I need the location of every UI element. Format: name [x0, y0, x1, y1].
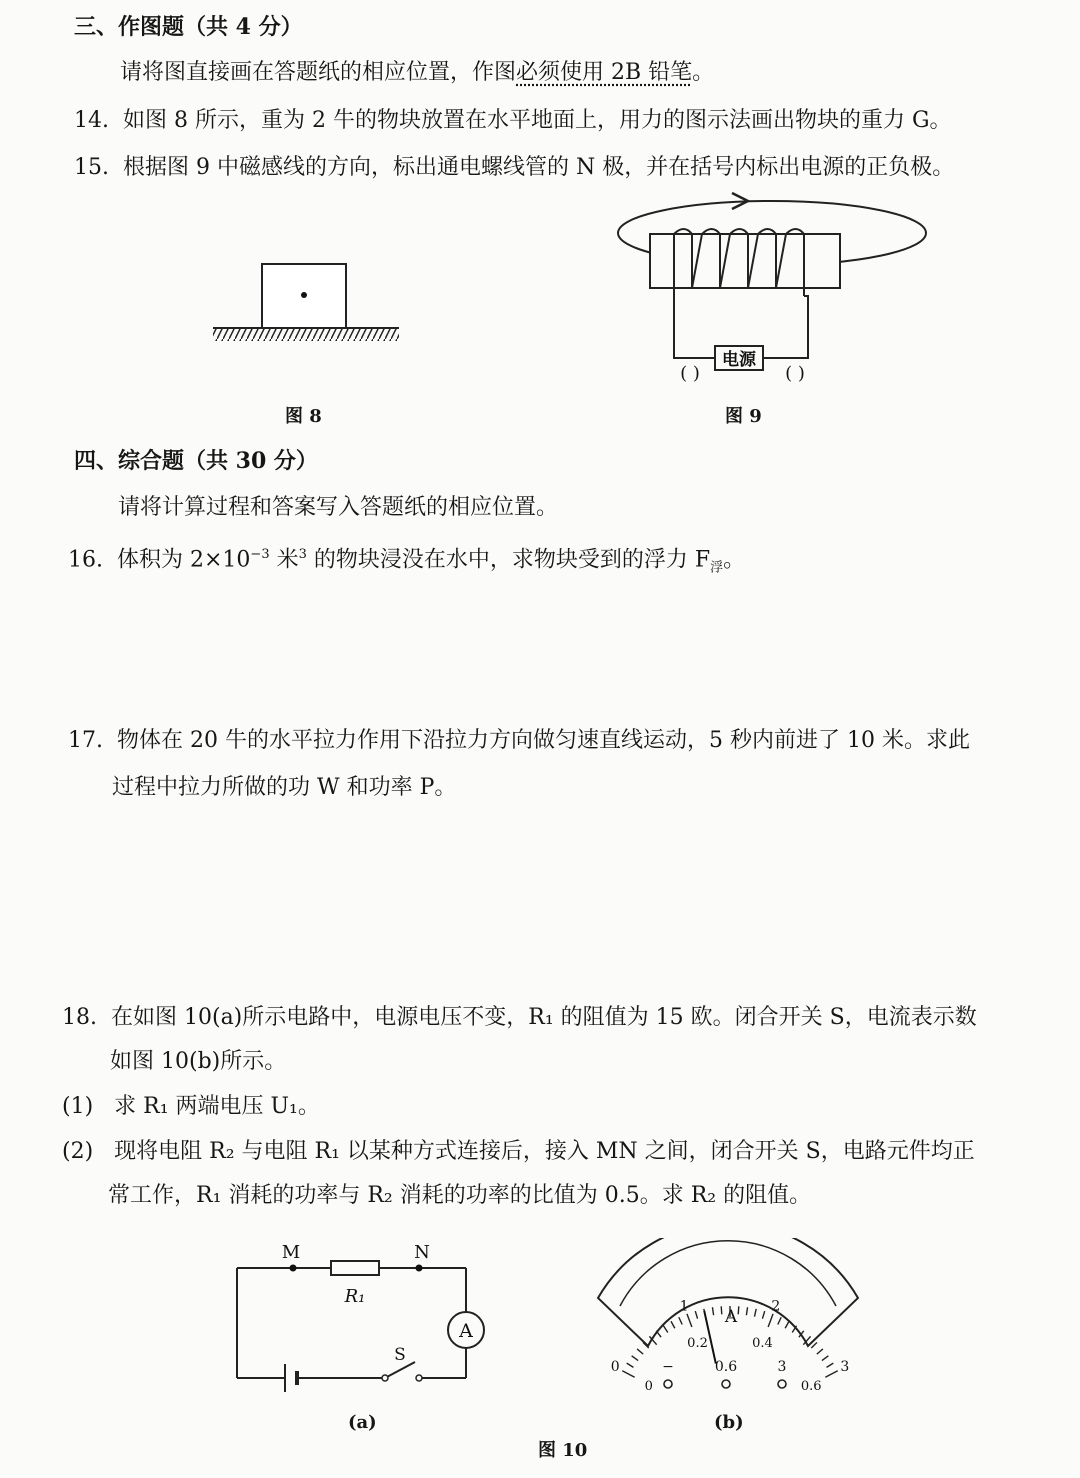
scale-tick [622, 1371, 634, 1378]
section3-instruction: 请将图直接画在答题纸的相应位置，作图必须使用 2B 铅笔。 [120, 60, 715, 85]
figure-10b-caption: (b) [714, 1412, 744, 1433]
figure-10b-ammeter-dial [590, 1238, 870, 1398]
terminal-post [722, 1380, 730, 1388]
scale-tick [721, 1306, 722, 1314]
figure-8-caption: 图 8 [285, 406, 322, 427]
question-18: 18. 在如图 10(a)所示电路中，电源电压不变，R₁ 的阻值为 15 欧。闭合开关 S，电流表示数 [62, 1005, 977, 1030]
switch-pivot [382, 1375, 388, 1381]
scale-tick [627, 1363, 634, 1367]
solenoid-core [650, 234, 840, 288]
label-s: S [394, 1345, 406, 1365]
bottom-scale-label: 0.4 [752, 1335, 773, 1351]
question-18-part2-line2: 常工作，R₁ 消耗的功率与 R₂ 消耗的功率的比值为 0.5。求 R₂ 的阻值。 [108, 1183, 812, 1208]
label-n: N [414, 1242, 430, 1263]
bottom-scale-label: 0.6 [800, 1378, 822, 1394]
dial-face [598, 1238, 858, 1346]
wire-right [764, 296, 808, 358]
q15-text: 根据图 9 中磁感线的方向，标出通电螺线管的 N 极，并在括号内标出电源的正负极。 [123, 155, 955, 180]
scale-tick [817, 1349, 823, 1354]
section4-instruction: 请将计算过程和答案写入答题纸的相应位置。 [118, 495, 559, 520]
unit-label: A [724, 1307, 738, 1327]
scale-tick [712, 1307, 713, 1315]
scale-tick [754, 1309, 756, 1317]
ground-hatch [213, 329, 399, 341]
question-15 [74, 153, 954, 183]
scale-tick [746, 1307, 747, 1315]
bracket-left: ( ) [680, 363, 700, 384]
switch-contact [416, 1375, 422, 1381]
scale-tick [671, 1321, 675, 1328]
scale-tick [663, 1326, 667, 1333]
figure-10-caption: 图 10 [538, 1440, 588, 1461]
ammeter-label: A [459, 1320, 473, 1342]
bracket-right: ( ) [785, 363, 805, 384]
figure-8-block-on-ground [205, 255, 410, 350]
question-14 [74, 106, 952, 136]
center-dot [301, 292, 307, 298]
q14-text: 如图 8 所示，重为 2 牛的物块放置在水平地面上，用力的图示法画出物块的重力 G。 [123, 108, 952, 133]
scale-tick [785, 1321, 789, 1328]
scale-tick [687, 1314, 692, 1327]
scale-tick [762, 1311, 764, 1319]
figure-9-caption: 图 9 [725, 406, 762, 427]
top-scale-label: 2 [771, 1298, 781, 1315]
node-m [290, 1265, 297, 1272]
question-16: 16. 体积为 $2\times 10^{-3}$ 米$^3$ 的物块浸没在水中，求物块受到的浮力 $F_浮$。 [68, 547, 746, 576]
resistor-r1 [331, 1261, 379, 1275]
top-scale-label: 3 [840, 1358, 850, 1375]
question-17: 17. 物体在 20 牛的水平拉力作用下沿拉力方向做匀速直线运动，5 秒内前进了 10 米。求此 [68, 728, 970, 753]
question-18-part2: (2) 现将电阻 R₂ 与电阻 R₁ 以某种方式连接后，接入 MN 之间，闭合开关 S，电路元件均正 [62, 1139, 975, 1164]
label-m: M [281, 1242, 301, 1263]
top-scale-label: 0 [610, 1358, 620, 1375]
scale-tick [827, 1363, 834, 1367]
question-18-part1: (1) 求 R₁ 两端电压 U₁。 [62, 1094, 320, 1119]
scale-tick [778, 1317, 781, 1324]
scale-tick [632, 1356, 638, 1361]
bottom-scale-label: 0 [644, 1378, 653, 1394]
scale-tick [768, 1314, 773, 1327]
wire-left [674, 296, 714, 358]
power-source-label: 电源 [722, 350, 756, 370]
figure-9-solenoid [612, 188, 942, 388]
terminal-post [664, 1380, 672, 1388]
scale-tick [637, 1349, 643, 1354]
scale-tick [656, 1331, 661, 1337]
scale-tick [822, 1356, 828, 1361]
figure-10a-caption: (a) [348, 1412, 377, 1433]
figure-10a-circuit [225, 1238, 495, 1398]
terminal-label: 0.6 [714, 1359, 738, 1375]
question-18-line2: 如图 10(b)所示。 [110, 1049, 287, 1074]
scale-tick [738, 1306, 739, 1314]
q15-number: 15. [74, 155, 109, 180]
node-n [416, 1265, 423, 1272]
label-r1: R₁ [344, 1286, 366, 1307]
terminals [662, 1359, 786, 1388]
bottom-scale-label: 0.2 [687, 1335, 708, 1351]
scale-tick [695, 1311, 697, 1319]
q14-number: 14. [74, 108, 109, 133]
top-scale-label: 1 [679, 1298, 689, 1315]
terminal-post [778, 1380, 786, 1388]
scale-tick [679, 1317, 682, 1324]
terminal-label: 3 [777, 1359, 787, 1375]
section4-heading: 四、综合题（共 30 分） [74, 448, 318, 474]
question-17-line2: 过程中拉力所做的功 W 和功率 P。 [112, 775, 457, 800]
terminal-label: − [662, 1359, 674, 1375]
scale-tick [825, 1371, 837, 1378]
section3-heading: 三、作图题（共 4 分） [74, 14, 303, 40]
